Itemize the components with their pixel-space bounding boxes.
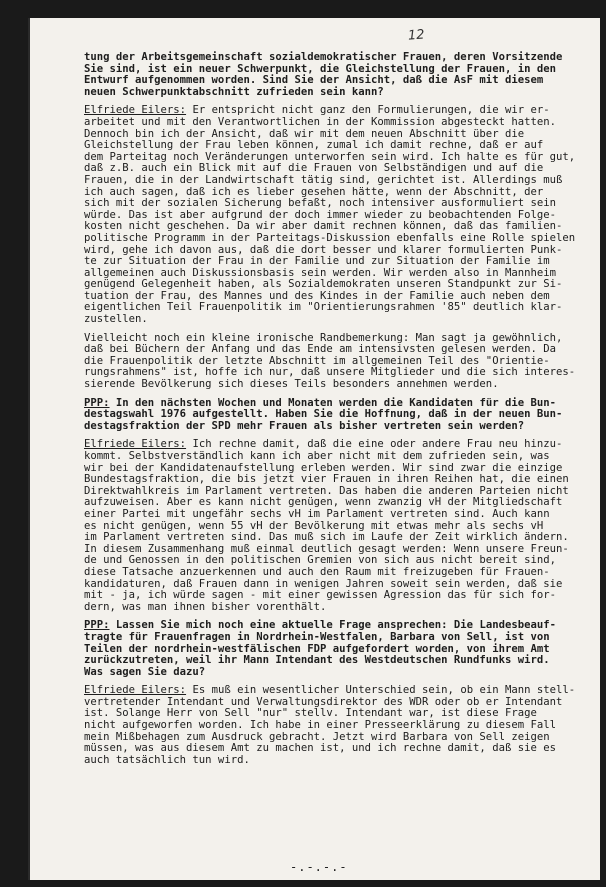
line-text: eigentlichen Teil Frauenpolitik im "Orientierungsrahmen '85" deutlich klar- — [84, 301, 563, 314]
line-text: rungsrahmens" ist, hoffe ich nur, daß unsere Mitglieder und die sich interes- — [84, 366, 576, 379]
line-text: mein Mißbehagen zum Ausdruck gebracht. Jetzt wird Barbara von Sell zeigen — [84, 730, 550, 743]
line-text: destagswahl 1976 aufgestellt. Haben Sie die Hoffnung, daß in der neuen Bun- — [84, 408, 563, 421]
speaker-label: PPP: — [84, 619, 110, 632]
line-text: Teilen der nordrhein-westfälischen FDP aufgefordert worden, von ihrem Amt — [84, 642, 550, 655]
line-text: kandidaturen, daß Frauen dann in wenigen Jahren soweit sein werden, daß sie — [84, 577, 563, 590]
speaker-label: PPP: — [84, 396, 110, 409]
line-text: nicht aufgeworfen worden. Ich habe in einer Presseerklärung zu diesem Fall — [84, 719, 556, 732]
line-text: genügend Gelegenheit haben, als Sozialdemokraten unseren Standpunkt zur Si- — [84, 278, 563, 291]
text-line — [84, 602, 604, 614]
document-page — [28, 18, 600, 880]
line-text: Gleichstellung der Frau leben können, zumal ich damit rechne, daß er auf — [84, 139, 544, 152]
line-text: einer Partei mit ungefähr sechs vH im Parlament vertreten sind. Auch kann — [84, 507, 550, 520]
interviewer-question — [84, 620, 604, 678]
interviewer-question — [84, 398, 604, 433]
line-text: Bundestagsfraktion, die bis jetzt vier Frauen in ihren Reihen hat, die einen — [84, 473, 569, 486]
line-text: destagsfraktion der SPD mehr Frauen als bisher vertreten sein werden? — [84, 419, 525, 432]
interviewee-answer — [84, 439, 604, 613]
text-line — [84, 87, 604, 99]
line-text: Er entspricht nicht ganz den Formulierungen, die wir er- — [186, 104, 550, 117]
speaker-label: Elfriede Eilers: — [84, 438, 187, 451]
line-text: vertretender Intendant und Verwaltungsdirektor des WDR oder ob er Intendant — [84, 695, 563, 708]
speaker-label: Elfriede Eilers: — [84, 104, 187, 117]
interviewee-answer — [84, 685, 604, 766]
line-text: arbeitet und mit den Verantwortlichen in der Kommission abgesteckt hatten. — [84, 115, 556, 128]
line-text: Ich rechne damit, daß die eine oder andere Frau neu hinzu- — [186, 438, 563, 451]
line-text: es nicht genügen, wenn 55 vH der Bevölkerung mit etwas mehr als sechs vH — [84, 519, 544, 532]
line-text: im Parlament vertreten sind. Das muß sich im Laufe der Zeit wirklich ändern. — [84, 531, 569, 544]
line-text: Was sagen Sie dazu? — [84, 665, 206, 678]
interviewer-question — [84, 52, 604, 98]
line-text: kosten nicht geschehen. Da wir aber damit rechnen können, daß das familien- — [84, 220, 563, 233]
interview-text — [84, 52, 604, 773]
line-text: allgemeinen auch Diskussionsbasis sein werden. Wir werden also in Mannheim — [84, 266, 556, 279]
line-text: wir bei der Kandidatenaufstellung erleben werden. Wir sind zwar die einzige — [84, 461, 563, 474]
line-text: müssen, was aus diesem Amt zu machen ist, und ich rechne damit, daß sie es — [84, 742, 556, 755]
line-text: te zur Situation der Frau in der Familie und zur Situation der Familie im — [84, 255, 550, 268]
text-line — [84, 314, 604, 326]
line-text: wird, gehe ich davon aus, daß die dort besser und klarer formulierten Punk- — [84, 243, 563, 256]
line-text: sierende Bevölkerung sich dieses Teils besonders annehmen werden. — [84, 378, 499, 391]
line-text: politische Programm in der Parteitags-Diskussion ebenfalls eine Rolle spielen — [84, 231, 576, 244]
line-text: dem Parteitag noch Veränderungen unterworfen sein wird. Ich halte es für gut, — [84, 150, 576, 163]
line-text: Direktwahlkreis im Parlament vertreten. Das haben die anderen Parteien nicht — [84, 484, 569, 497]
line-text: tuation der Frau, des Mannes und des Kindes in der Familie auch neben dem — [84, 289, 550, 302]
line-text: Dennoch bin ich der Ansicht, daß wir mit dem neuen Abschnitt über die — [84, 127, 525, 140]
text-line — [84, 379, 604, 391]
line-text: aufzuweisen. Aber es kann nicht genügen, wenn zwanzig vH der Mitgliedschaft — [84, 496, 563, 509]
line-text: daß z.B. auch ein Blick mit auf die Frauen von Selbständigen und auf die — [84, 162, 544, 175]
line-text: de und Genossen in den politischen Gremien von sich aus nicht bereit sind, — [84, 554, 556, 567]
line-text: In diesem Zusammenhang muß einmal deutlich gesagt werden: Wenn unsere Freun- — [84, 542, 569, 555]
line-text: tragte für Frauenfragen in Nordrhein-Westfalen, Barbara von Sell, ist von — [84, 630, 550, 643]
interviewee-answer — [84, 333, 604, 391]
text-line — [84, 755, 604, 767]
line-text: sich mit der sozialen Sicherung befaßt, noch intensiver ausformuliert sein — [84, 197, 556, 210]
line-text: mit - ja, ich würde sagen - mit einer gewissen Agression das für sich for- — [84, 589, 556, 602]
line-text: neuen Schwerpunktabschnitt zufrieden sein kann? — [84, 85, 384, 98]
line-text: Sie sind, ist ein neuer Schwerpunkt, die Gleichstellung der Frauen, in den — [84, 62, 556, 75]
line-text: diese Tatsache anzuerkennen und auch den Raum mit freizugeben für Frauen- — [84, 565, 550, 578]
line-text: Frauen, die in der Landwirtschaft tätig sind, gerichtet ist. Allerdings muß — [84, 173, 563, 186]
line-text: ich auch sagen, daß ich es lieber gesehen hätte, wenn der Abschnitt, der — [84, 185, 544, 198]
line-text: zustellen. — [84, 313, 148, 326]
text-line — [84, 302, 604, 314]
line-text: würde. Das ist aber aufgrund der doch immer wieder zu beobachtenden Folge- — [84, 208, 556, 221]
text-line — [84, 667, 604, 679]
line-text: In den nächsten Wochen und Monaten werden die Kandidaten für die Bun- — [109, 396, 556, 409]
line-text: dern, was man ihnen bisher vorenthält. — [84, 600, 327, 613]
text-line — [84, 421, 604, 433]
line-text: auch tatsächlich tun wird. — [84, 753, 250, 766]
line-text: kommt. Selbstverständlich kann ich aber nicht mit dem zufrieden sein, was — [84, 450, 550, 462]
line-text: ist. Solange Herr von Sell "nur" stellv. Intendant war, ist diese Frage — [84, 707, 537, 720]
line-text: Es muß ein wesentlicher Unterschied sein, ob ein Mann stell- — [186, 684, 576, 697]
page-number: 12 — [407, 27, 426, 44]
speaker-label: Elfriede Eilers: — [84, 684, 187, 697]
line-text: die Frauenpolitik der letzte Abschnitt im allgemeinen Teil des "Orientie- — [84, 354, 550, 367]
line-text: Lassen Sie mich noch eine aktuelle Frage ansprechen: Die Landesbeauf- — [109, 619, 556, 632]
line-text: tung der Arbeitsgemeinschaft sozialdemokratischer Frauen, deren Vorsitzende — [84, 51, 563, 63]
interviewee-answer — [84, 105, 604, 325]
line-text: Vielleicht noch ein kleine ironische Randbemerkung: Man sagt ja gewöhnlich, — [84, 331, 563, 344]
line-text: daß bei Büchern der Anfang und das Ende am intensivsten gelesen werden. Da — [84, 343, 556, 356]
page-footer-marker: -.-.-.- — [290, 860, 348, 874]
line-text: zurückzutreten, weil ihr Mann Intendant des Westdeutschen Rundfunks wird. — [84, 654, 550, 667]
line-text: Entwurf aufgenommen worden. Sind Sie der Ansicht, daß die AsF mit diesem — [84, 74, 544, 87]
